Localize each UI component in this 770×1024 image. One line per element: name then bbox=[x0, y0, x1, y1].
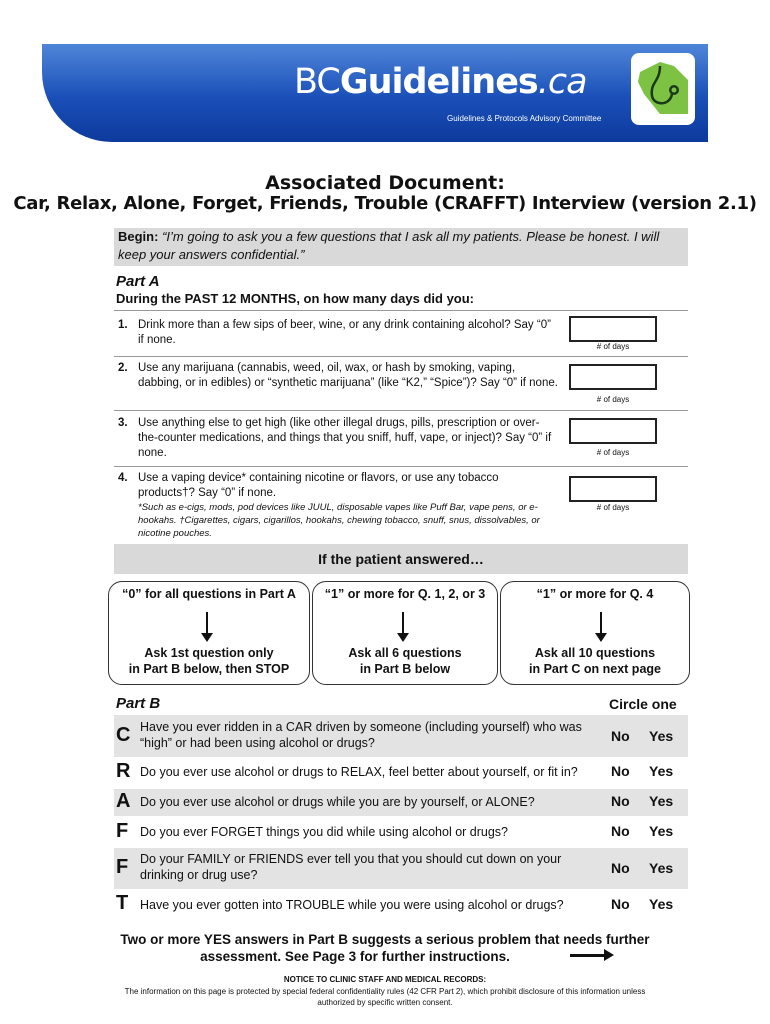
question-text: Use any marijuana (cannabis, weed, oil, wax, or hash by smoking, vaping, dabbing, or in edibles) or “synthetic marijuana” (like “K2,” “Spice”)? Say “0” if none. bbox=[138, 362, 558, 389]
question-text: Drink more than a few sips of beer, wine, or any drink containing alcohol? Say “0” if none. bbox=[138, 319, 551, 346]
part-b-row-f2 bbox=[114, 848, 688, 889]
routing-condition-2: “1” or more for Q. 1, 2, or 3 bbox=[324, 587, 486, 601]
question-number: 2. bbox=[118, 362, 128, 374]
yes-option[interactable]: Yes bbox=[649, 763, 674, 779]
crafft-letter: R bbox=[116, 760, 131, 782]
scoring-summary bbox=[0, 931, 770, 965]
part-b-question: Have you ever ridden in a CAR driven by someone (including yourself) who was “high” or had been using alcohol or drugs? bbox=[140, 720, 582, 750]
question-number: 3. bbox=[118, 417, 128, 429]
days-label: # of days bbox=[596, 448, 630, 457]
header-tagline: Guidelines & Protocols Advisory Committee bbox=[447, 114, 602, 123]
days-label: # of days bbox=[596, 503, 630, 512]
routing-heading: If the patient answered… bbox=[114, 544, 688, 574]
part-b-row-t bbox=[114, 892, 688, 918]
question-number: 4. bbox=[118, 472, 128, 484]
document-title-line1: Associated Document: bbox=[265, 172, 505, 194]
site-logo bbox=[294, 62, 587, 102]
routing-action-3 bbox=[502, 645, 688, 677]
divider bbox=[114, 356, 688, 357]
question-number: 1. bbox=[118, 319, 128, 331]
part-b-heading: Part B bbox=[116, 695, 161, 712]
summary-line2: assessment. See Page 3 for further instructions. bbox=[200, 949, 510, 964]
no-option[interactable]: No bbox=[611, 793, 630, 809]
days-input-q1[interactable] bbox=[569, 316, 657, 342]
part-b-row-r bbox=[114, 760, 688, 786]
part-b-row-c bbox=[114, 715, 688, 757]
yes-option[interactable]: Yes bbox=[649, 823, 674, 839]
divider bbox=[114, 310, 688, 311]
routing-action-1 bbox=[110, 645, 308, 677]
document-title-line2: Car, Relax, Alone, Forget, Friends, Trouble (CRAFFT) Interview (version 2.1) bbox=[13, 193, 757, 214]
part-a-question-2 bbox=[118, 361, 558, 391]
routing-action-line1: Ask all 10 questions bbox=[534, 646, 656, 660]
routing-condition-1: “0” for all questions in Part A bbox=[122, 587, 296, 601]
days-label: # of days bbox=[596, 395, 630, 404]
routing-action-2 bbox=[314, 645, 496, 677]
down-arrow-icon bbox=[402, 612, 404, 634]
summary-line1: Two or more YES answers in Part B suggests a serious problem that needs further bbox=[120, 932, 650, 947]
routing-action-line1: Ask all 6 questions bbox=[348, 646, 462, 660]
question-text: Use a vaping device* containing nicotine or flavors, or use any tobacco products†? Say “0” if none. bbox=[138, 472, 499, 499]
yes-option[interactable]: Yes bbox=[649, 728, 674, 744]
yes-option[interactable]: Yes bbox=[649, 793, 674, 809]
routing-action-line2: in Part B below bbox=[359, 662, 451, 676]
logo-main: Guidelines bbox=[339, 62, 538, 102]
days-input-q4[interactable] bbox=[569, 476, 657, 502]
days-input-q2[interactable] bbox=[569, 364, 657, 390]
down-arrow-icon bbox=[600, 612, 602, 634]
notice-title: NOTICE TO CLINIC STAFF AND MEDICAL RECORDS: bbox=[283, 975, 487, 984]
part-a-question-1 bbox=[118, 318, 558, 348]
part-b-question: Do you ever use alcohol or drugs to RELAX, feel better about yourself, or fit in? bbox=[140, 765, 578, 779]
crafft-letter: F bbox=[116, 820, 129, 842]
routing-action-line2: in Part C on next page bbox=[529, 662, 661, 676]
divider bbox=[114, 466, 688, 467]
no-option[interactable]: No bbox=[611, 896, 630, 912]
begin-instruction bbox=[114, 228, 688, 266]
routing-condition-3: “1” or more for Q. 4 bbox=[536, 587, 654, 601]
part-b-row-a bbox=[114, 789, 688, 816]
down-arrow-icon bbox=[206, 612, 208, 634]
arrow-right-icon bbox=[570, 954, 606, 957]
crafft-letter: F bbox=[116, 856, 129, 878]
part-a-question-3 bbox=[118, 416, 558, 461]
bc-map-stethoscope-icon bbox=[630, 52, 696, 126]
part-a-subheading: During the PAST 12 MONTHS, on how many days did you: bbox=[116, 291, 475, 306]
yes-option[interactable]: Yes bbox=[649, 860, 674, 876]
notice-text: The information on this page is protected by special federal confidentiality rules (42 CFR Part 2), which prohibit disclosure of this information unless authorized by specific written consent. bbox=[124, 987, 646, 1007]
part-b-question: Have you ever gotten into TROUBLE while you were using alcohol or drugs? bbox=[140, 898, 564, 912]
part-a-heading: Part A bbox=[116, 273, 160, 290]
question-text: Use anything else to get high (like other illegal drugs, pills, prescription or over-the-counter medications, and things that you sniff, huff, vape, or inject)? Say “0” if none. bbox=[138, 417, 552, 459]
crafft-letter: T bbox=[116, 892, 129, 914]
begin-label: Begin: bbox=[118, 229, 159, 244]
no-option[interactable]: No bbox=[611, 823, 630, 839]
routing-action-line1: Ask 1st question only bbox=[144, 646, 274, 660]
part-b-row-f1 bbox=[114, 819, 688, 845]
question-footnote: *Such as e-cigs, mods, pod devices like JUUL, disposable vapes like Puff Bar, vape pens, or e-hookahs. †Cigarettes, cigars, cigarillos, hookahs, chewing tobacco, snuff, snus, dissolvables, or nicotine pouches. bbox=[138, 502, 540, 539]
begin-text: “I’m going to ask you a few questions that I ask all my patients. Please be honest. I will keep your answers confidential.” bbox=[118, 229, 660, 262]
part-b-question: Do you ever FORGET things you did while using alcohol or drugs? bbox=[140, 825, 509, 839]
no-option[interactable]: No bbox=[611, 728, 630, 744]
divider bbox=[114, 410, 688, 411]
no-option[interactable]: No bbox=[611, 763, 630, 779]
yes-option[interactable]: Yes bbox=[649, 896, 674, 912]
no-option[interactable]: No bbox=[611, 860, 630, 876]
crafft-letter: A bbox=[116, 790, 131, 812]
part-b-question: Do your FAMILY or FRIENDS ever tell you that you should cut down on your drinking or drug use? bbox=[140, 852, 562, 882]
part-a-question-4 bbox=[118, 471, 558, 540]
logo-bc: BC bbox=[294, 62, 340, 102]
routing-action-line2: in Part B below, then STOP bbox=[128, 662, 290, 676]
circle-one-label: Circle one bbox=[609, 696, 677, 712]
part-b-question: Do you ever use alcohol or drugs while you are by yourself, or ALONE? bbox=[140, 795, 535, 809]
days-label: # of days bbox=[596, 342, 630, 351]
crafft-letter: C bbox=[116, 724, 131, 746]
days-input-q3[interactable] bbox=[569, 418, 657, 444]
logo-ext: .ca bbox=[537, 62, 587, 102]
